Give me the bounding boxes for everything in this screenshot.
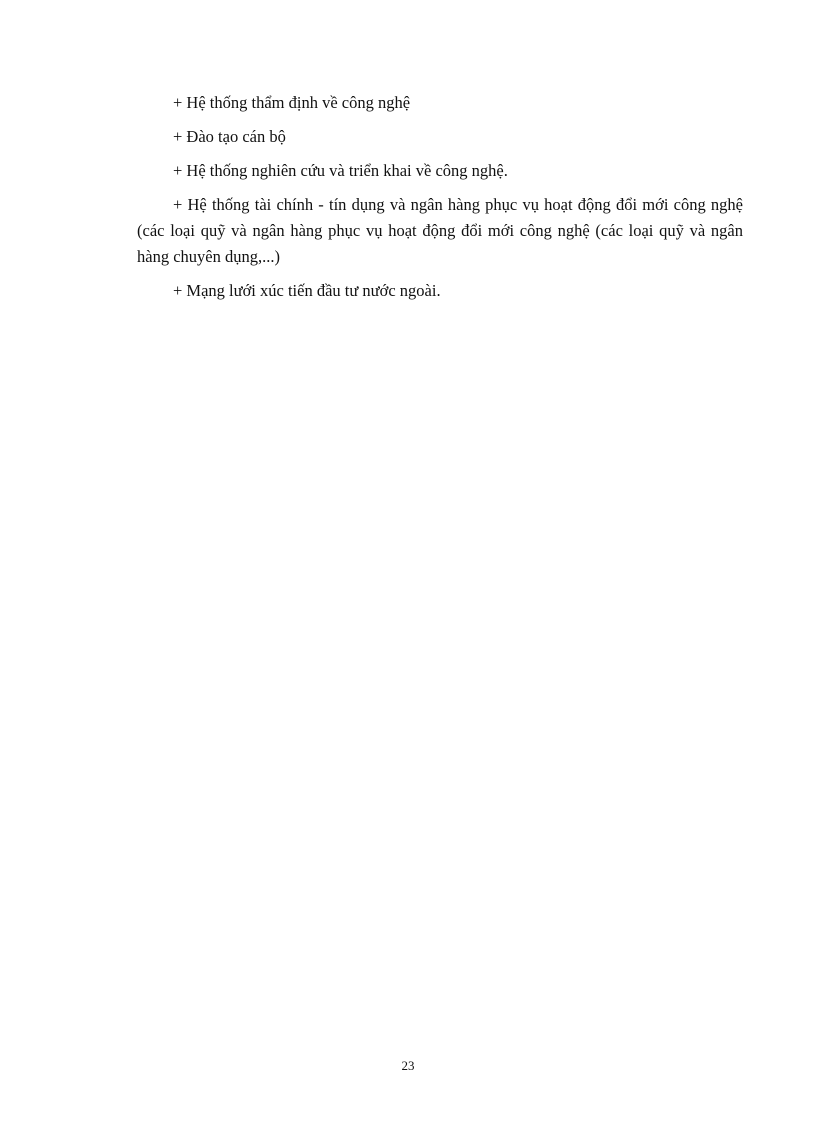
bullet-staff-training: + Đào tạo cán bộ	[173, 127, 286, 146]
bullet-appraisal-system: + Hệ thống thẩm định về công nghệ	[173, 93, 411, 112]
bullet-research-system: + Hệ thống nghiên cứu và triển khai về công nghệ.	[173, 161, 508, 180]
bullet-investment-promotion: + Mạng lưới xúc tiến đầu tư nước ngoài.	[173, 281, 441, 300]
page-number: 23	[401, 1058, 415, 1073]
bullet-finance-system: + Hệ thống tài chính - tín dụng và ngân hàng phục vụ hoạt động đổi mới công nghệ (các loại quỹ và ngân hàng phục vụ hoạt động đổi mới công nghệ (các loại quỹ và ngân hàng chuyên dụng,...)	[137, 195, 743, 266]
document-body	[137, 90, 743, 312]
